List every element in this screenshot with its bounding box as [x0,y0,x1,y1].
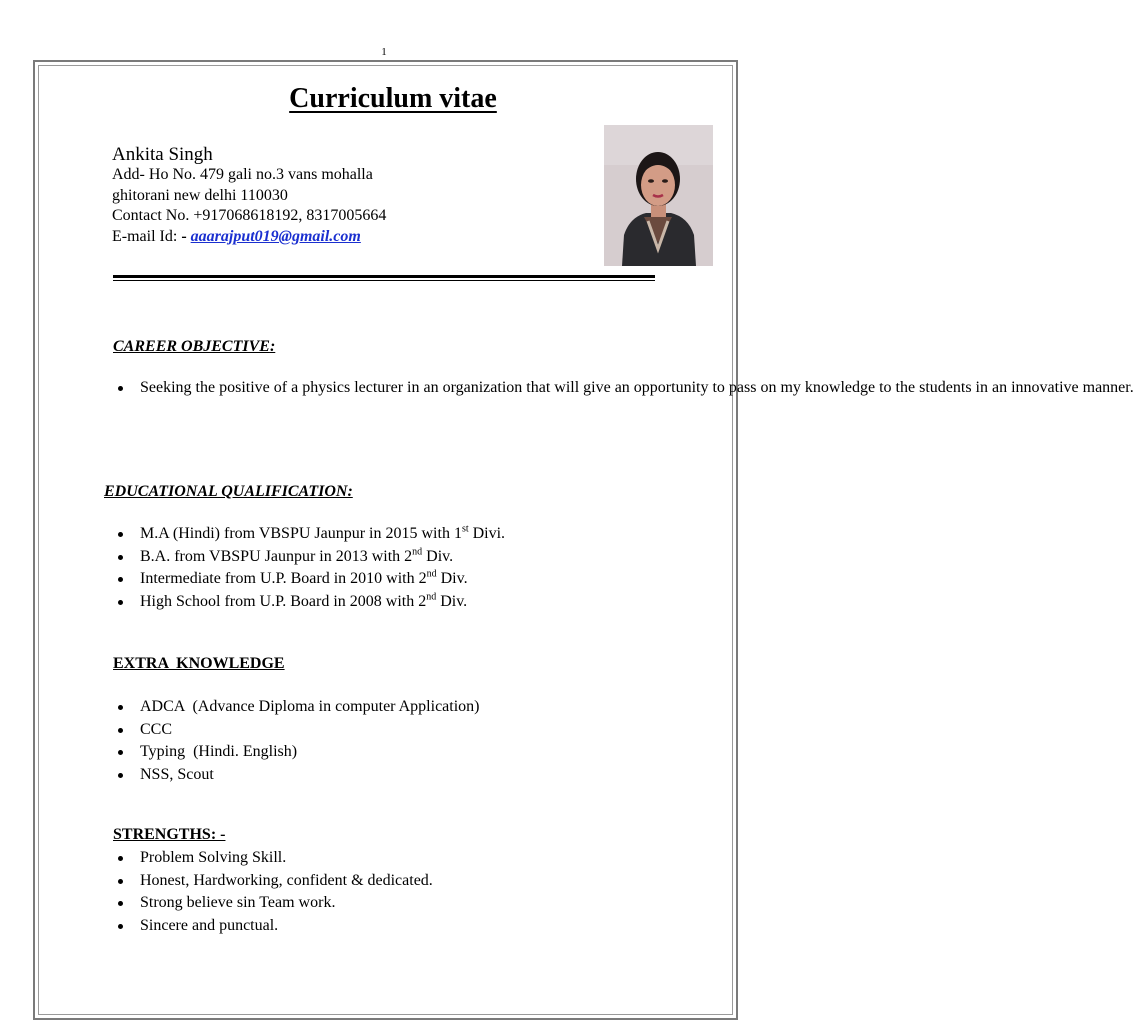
email-link[interactable]: aaarajput019@gmail.com [190,228,361,245]
list-item: Strong believe sin Team work. [112,892,433,915]
education-list [112,523,505,613]
profile-photo [604,125,713,266]
career-objective-list [112,377,1134,400]
list-item: B.A. from VBSPU Jaunpur in 2013 with 2nd Div. [112,546,505,569]
list-item: NSS, Scout [112,764,479,787]
strengths-list [112,847,433,937]
email-dash: - [181,228,191,245]
list-item: ADCA (Advance Diploma in computer Application) [112,696,479,719]
list-item: Sincere and punctual. [112,915,433,938]
list-item: Problem Solving Skill. [112,847,433,870]
section-heading-strengths: STRENGTHS: - [113,826,226,843]
career-heading-text: CAREER OBJECTIVE [113,338,270,355]
section-heading-education: EDUCATIONAL QUALIFICATION: [104,483,353,500]
address-line-2: ghitorani new delhi 110030 [112,187,288,204]
list-item: Seeking the positive of a physics lecturer in an organization that will give an opportunity to pass on my knowledge to the students in an innovative manner. [112,377,655,400]
address-line-1: Add- Ho No. 479 gali no.3 vans mohalla [112,166,373,183]
page-number: 1 [381,46,387,58]
list-item: High School from U.P. Board in 2008 with 2nd Div. [112,591,505,614]
header-divider-thick [113,275,655,278]
applicant-name: Ankita Singh [112,144,213,165]
list-item: Intermediate from U.P. Board in 2010 with 2nd Div. [112,568,505,591]
extra-knowledge-list [112,696,479,786]
list-item: Honest, Hardworking, confident & dedicated. [112,870,433,893]
list-item: CCC [112,719,479,742]
phone-numbers: Contact No. +917068618192, 8317005664 [112,207,387,224]
header-divider-thin [113,280,655,281]
section-heading-extra-knowledge: EXTRA KNOWLEDGE [113,655,285,672]
career-heading-colon: : [269,338,276,355]
document-title: Curriculum vitae [289,83,497,114]
email-label: E-mail Id: [112,228,182,245]
section-heading-career-objective [113,338,275,356]
email-row [112,228,361,246]
list-item: Typing (Hindi. English) [112,741,479,764]
list-item: M.A (Hindi) from VBSPU Jaunpur in 2015 with 1st Divi. [112,523,505,546]
